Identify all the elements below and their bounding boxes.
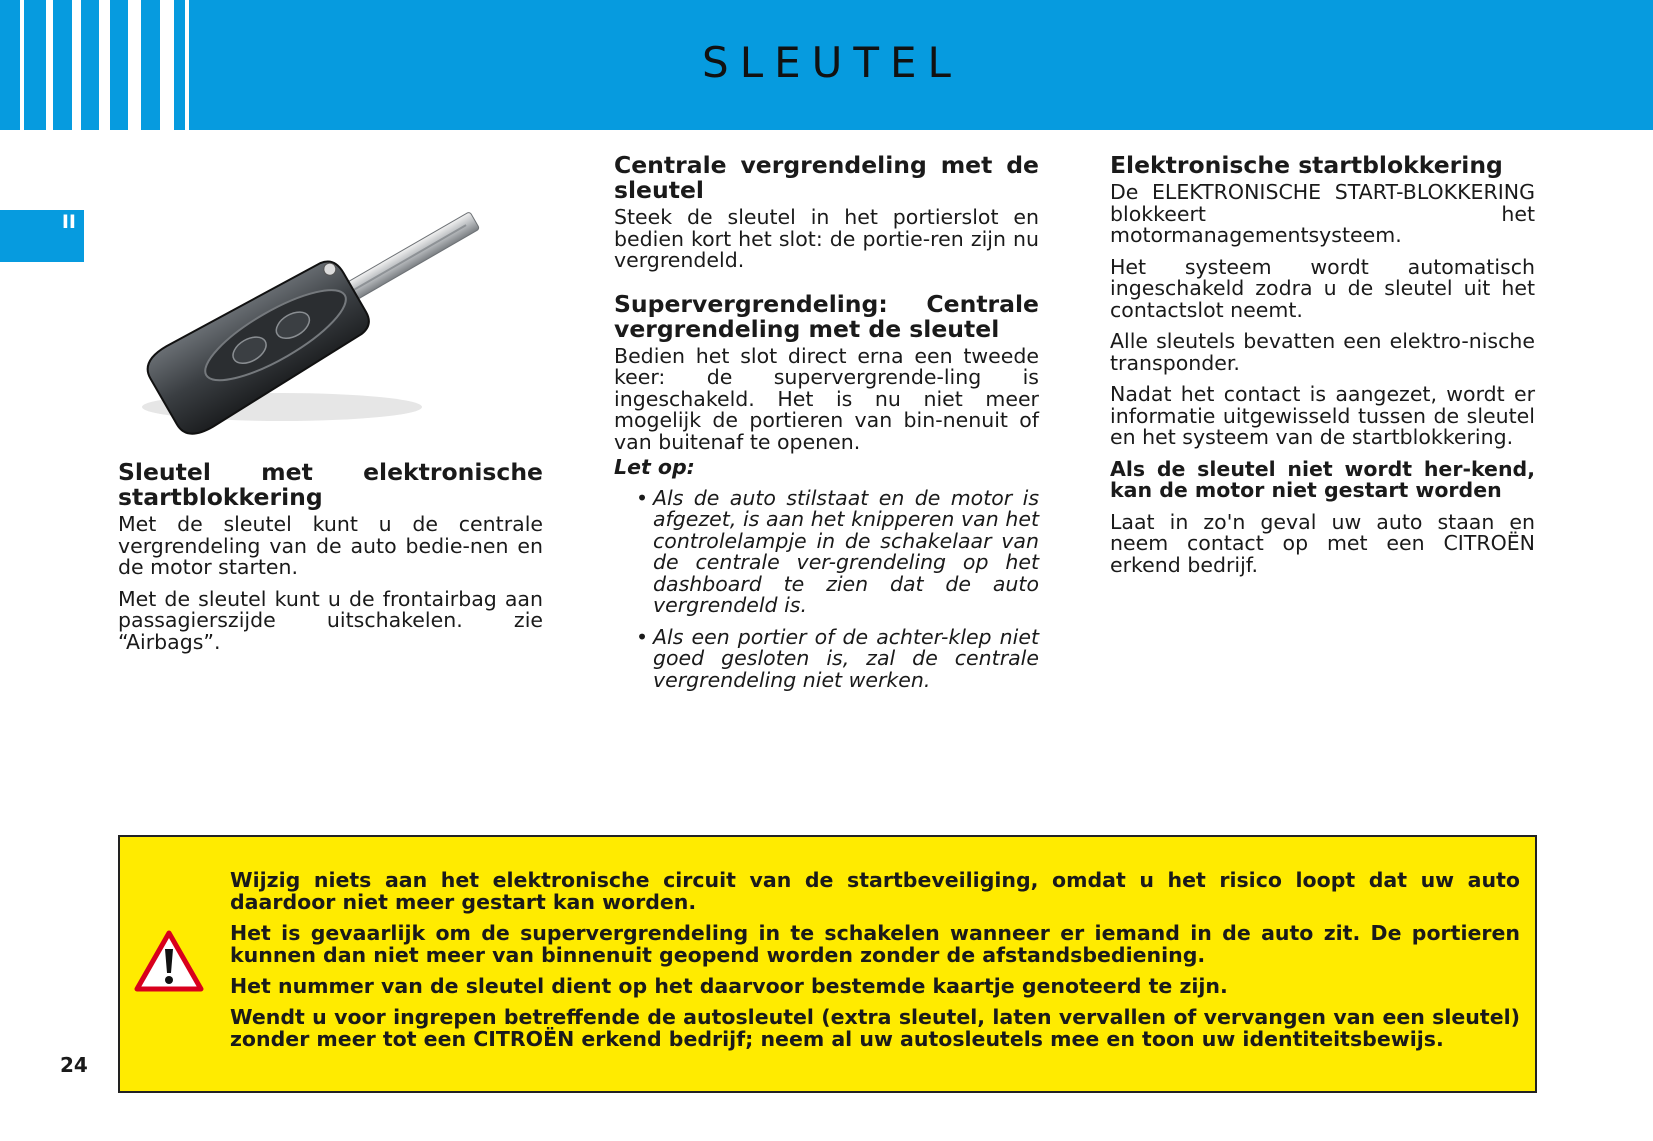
paragraph: Steek de sleutel in het portierslot en bedien kort het slot: de portie-ren zijn nu vergrendeld.: [614, 205, 1039, 272]
note-label: Let op:: [614, 455, 695, 479]
list-item-text: Als een portier of de achter-klep niet goed gesloten is, zal de centrale vergrendeling niet werken.: [653, 624, 1039, 692]
car-key-fob-icon: [112, 192, 522, 442]
deadlocking-heading: Supervergrendeling: Centrale vergrendeling met de sleutel: [614, 289, 1039, 343]
paragraph: Nadat het contact is aangezet, wordt er informatie uitgewisseld tussen de sleutel en het systeem van de startblokkering.: [1110, 382, 1535, 449]
left-column: [118, 460, 543, 663]
immobiliser-heading: Elektronische startblokkering: [1110, 151, 1503, 179]
list-item-text: Als de auto stilstaat en de motor is afgezet, is aan het knipperen van het controlelampje in de schakelaar van de centrale ver-grendeling op het dashboard te zien dat de auto vergrendeld is.: [653, 485, 1039, 617]
warning-paragraph: Wijzig niets aan het elektronische circuit van de startbeveiliging, omdat u het risico loopt dat uw auto daardoor niet meer gestart kan worden.: [230, 868, 1520, 914]
warning-text: [230, 869, 1520, 1059]
page-title: SLEUTEL: [702, 38, 962, 87]
warning-paragraph: Het is gevaarlijk om de supervergrendeling in te schakelen wanneer er iemand in de auto zit. De portieren kunnen dan niet meer van binnenuit geopend worden zonder de afstandsbediening.: [230, 921, 1520, 967]
paragraph: De ELEKTRONISCHE START-BLOKKERING blokkeert het motormanagementsysteem.: [1110, 180, 1535, 247]
middle-column: [614, 153, 1039, 701]
central-locking-heading: Centrale vergrendeling met de sleutel: [614, 151, 1039, 204]
chapter-tab: II: [0, 210, 84, 262]
list-item: • Als een portier of de achter-klep niet goed gesloten is, zal de centrale vergrendeling niet werken.: [636, 624, 1039, 692]
warning-triangle-icon: [134, 929, 204, 993]
paragraph: Laat in zo'n geval uw auto staan en neem contact op met een CITROËN erkend bedrijf.: [1110, 509, 1535, 577]
note-list: [614, 485, 1039, 692]
page-number: 24: [60, 1053, 88, 1077]
paragraph: Met de sleutel kunt u de frontairbag aan passagierszijde uitschakelen. zie “Airbags”.: [118, 586, 543, 654]
warning-box: [118, 835, 1537, 1093]
paragraph: Alle sleutels bevatten een elektro-nische transponder.: [1110, 329, 1535, 375]
bold-paragraph: Als de sleutel niet wordt her-kend, kan de motor niet gestart worden: [1110, 456, 1535, 502]
paragraph: Met de sleutel kunt u de centrale vergrendeling van de auto bedie-nen en de motor starten.: [118, 512, 543, 579]
key-section-heading: Sleutel met elektronische startblokkering: [118, 458, 543, 511]
right-column: [1110, 153, 1535, 586]
paragraph: Het systeem wordt automatisch ingeschakeld zodra u de sleutel uit het contactslot neemt.: [1110, 254, 1535, 322]
list-item: • Als de auto stilstaat en de motor is afgezet, is aan het knipperen van het controlelampje in de schakelaar van de centrale ver-grendeling op het dashboard te zien dat de auto vergrendeld is.: [636, 485, 1039, 617]
page-header: [0, 0, 1653, 130]
warning-paragraph: Het nummer van de sleutel dient op het daarvoor bestemde kaartje genoteerd te zijn.: [230, 974, 1228, 998]
warning-paragraph: Wendt u voor ingrepen betreffende de autosleutel (extra sleutel, laten vervallen of vervangen van een sleutel) zonder meer tot een CITROËN erkend bedrijf; neem al uw autosleutels mee en toon uw identiteitsbewijs.: [230, 1005, 1520, 1051]
paragraph: Bedien het slot direct erna een tweede keer: de supervergrende-ling is ingeschakeld. Het is nu niet meer mogelijk de portieren van bin-nenuit of van buitenaf te openen.: [614, 343, 1039, 454]
